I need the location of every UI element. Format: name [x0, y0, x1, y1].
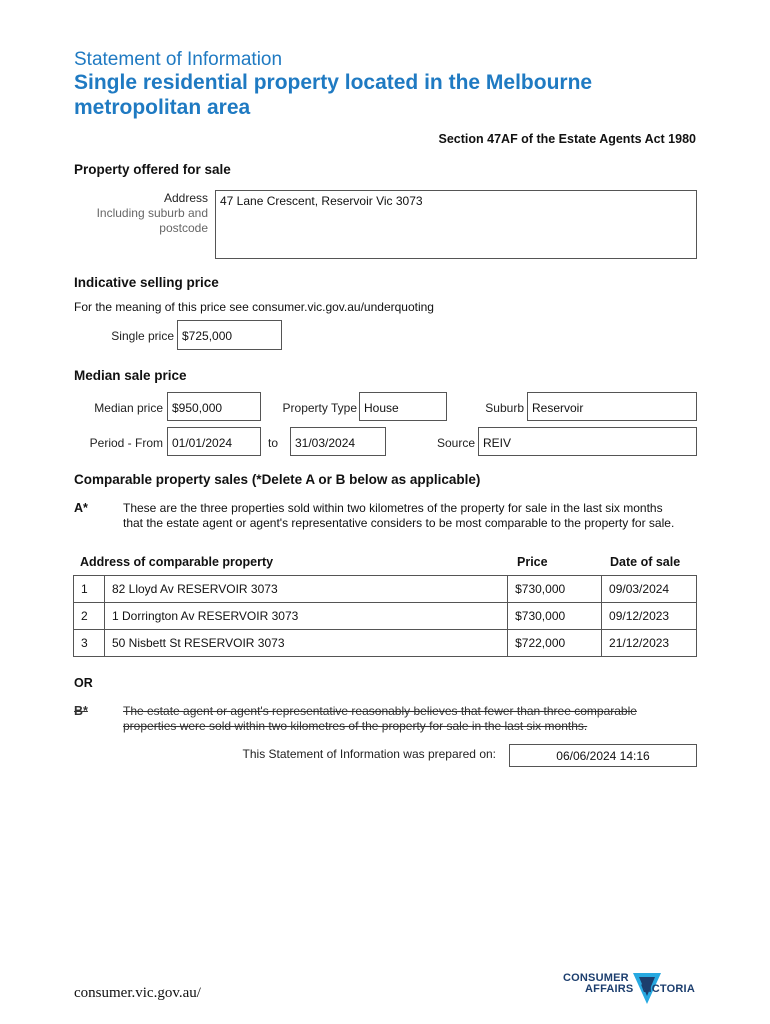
- logo-text-affairs: AFFAIRS: [585, 983, 634, 995]
- prepared-on-field[interactable]: 06/06/2024 14:16: [509, 744, 697, 767]
- single-price-field[interactable]: $725,000: [177, 320, 282, 350]
- option-b-marker: B*: [74, 704, 88, 718]
- period-from-label: Period - From: [89, 436, 163, 450]
- option-a-text: These are the three properties sold within two kilometres of the property for sale in the last six months that the estate agent or agent's representative considers to be most comparable to the property for sale.: [123, 501, 675, 530]
- source-label: Source: [436, 436, 475, 450]
- period-to-label: to: [268, 436, 279, 450]
- suburb-label: Suburb: [485, 401, 524, 415]
- prepared-on-label: This Statement of Information was prepared on:: [242, 747, 496, 761]
- underquoting-note: For the meaning of this price see consumer.vic.gov.au/underquoting: [74, 300, 434, 314]
- row-number: 3: [74, 630, 105, 657]
- comparable-date[interactable]: 09/03/2024: [602, 576, 697, 603]
- or-separator: OR: [74, 676, 93, 690]
- option-a-marker: A*: [74, 501, 88, 515]
- section-title-comparable: Comparable property sales (*Delete A or B below as applicable): [74, 472, 481, 487]
- row-number: 1: [74, 576, 105, 603]
- comparable-price[interactable]: $730,000: [508, 603, 602, 630]
- comparable-price[interactable]: $722,000: [508, 630, 602, 657]
- document-title: Statement of Information: [74, 49, 283, 70]
- property-type-field[interactable]: House: [359, 392, 447, 421]
- section-title-property-offered: Property offered for sale: [74, 162, 231, 177]
- single-price-label: Single price: [111, 329, 174, 343]
- act-reference: Section 47AF of the Estate Agents Act 1980: [438, 132, 696, 146]
- option-b-text: The estate agent or agent's representative reasonably believes that fewer than three comparable properties were sold within two kilometres of the property for sale in the last six months.: [123, 704, 637, 733]
- table-row: [74, 630, 697, 657]
- comparable-price[interactable]: $730,000: [508, 576, 602, 603]
- comparable-address[interactable]: 50 Nisbett St RESERVOIR 3073: [104, 630, 507, 657]
- table-row: [74, 603, 697, 630]
- comparable-sales-table: [73, 575, 697, 657]
- comparable-address[interactable]: 1 Dorrington Av RESERVOIR 3073: [104, 603, 507, 630]
- section-title-indicative-price: Indicative selling price: [74, 275, 219, 290]
- period-to-field[interactable]: 31/03/2024: [290, 427, 386, 456]
- table-row: [74, 576, 697, 603]
- document-heading: Single residential property located in the Melbourne metropolitan area: [74, 71, 593, 119]
- property-type-label: Property Type: [282, 401, 357, 415]
- column-header-address: Address of comparable property: [80, 555, 274, 569]
- comparable-address[interactable]: 82 Lloyd Av RESERVOIR 3073: [104, 576, 507, 603]
- section-title-median: Median sale price: [74, 368, 187, 383]
- source-field[interactable]: REIV: [478, 427, 697, 456]
- logo-text-victoria: VICTORIA: [641, 983, 695, 995]
- suburb-field[interactable]: Reservoir: [527, 392, 697, 421]
- column-header-date: Date of sale: [610, 555, 681, 569]
- period-from-field[interactable]: 01/01/2024: [167, 427, 261, 456]
- median-price-label: Median price: [94, 401, 163, 415]
- address-field[interactable]: 47 Lane Crescent, Reservoir Vic 3073: [215, 190, 697, 259]
- column-header-price: Price: [517, 555, 548, 569]
- address-label: Address: [163, 191, 208, 205]
- consumer-affairs-victoria-logo: [563, 968, 699, 1013]
- row-number: 2: [74, 603, 105, 630]
- comparable-date[interactable]: 09/12/2023: [602, 603, 697, 630]
- address-sublabel-2: postcode: [159, 221, 208, 235]
- comparable-date[interactable]: 21/12/2023: [602, 630, 697, 657]
- logo-text-consumer: CONSUMER: [563, 972, 629, 984]
- median-price-field[interactable]: $950,000: [167, 392, 261, 421]
- address-sublabel-1: Including suburb and: [96, 206, 208, 220]
- footer-url[interactable]: consumer.vic.gov.au/: [74, 985, 201, 1001]
